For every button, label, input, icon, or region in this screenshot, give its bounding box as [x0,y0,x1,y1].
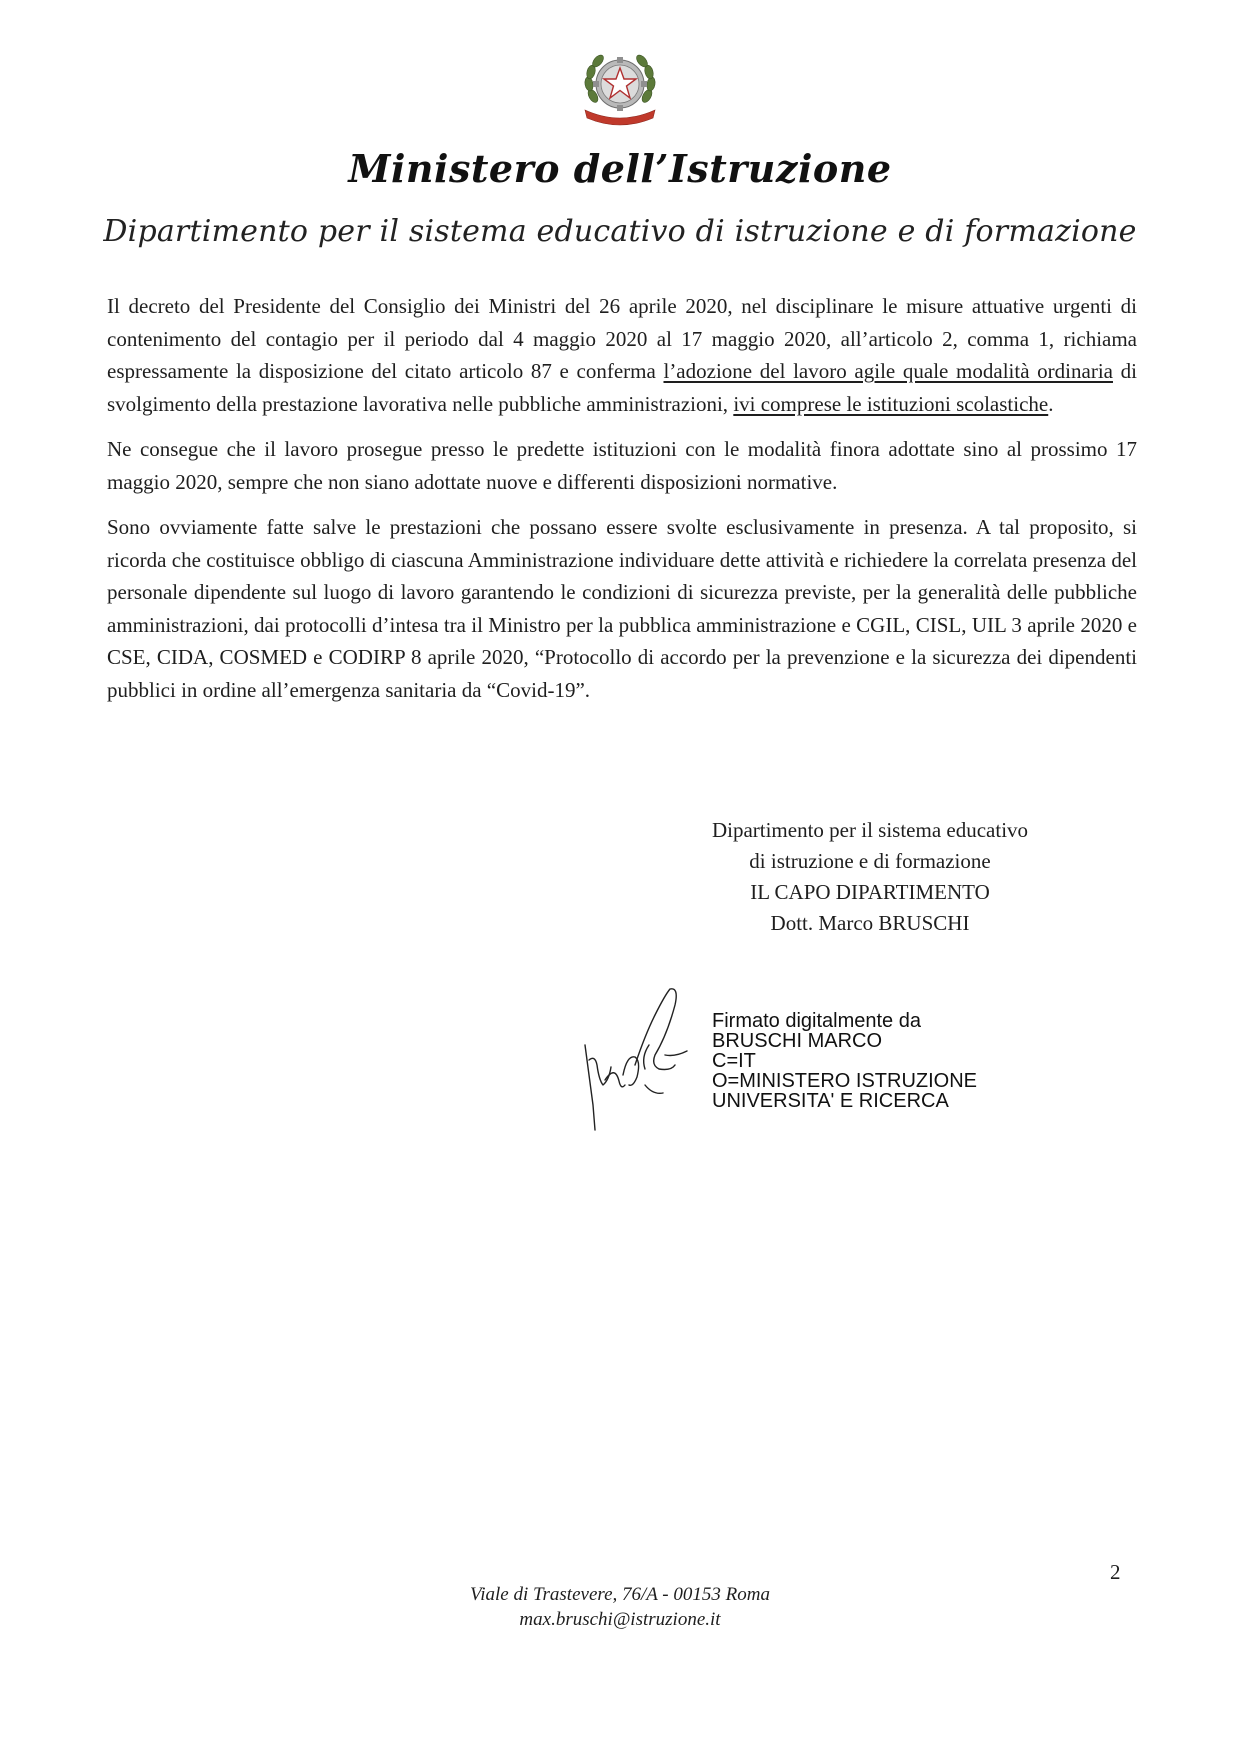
page-footer [0,1582,1240,1632]
signature-name: Dott. Marco BRUSCHI [770,911,970,935]
signature-department-line-2: di istruzione e di formazione [749,849,991,873]
footer-address: Viale di Trastevere, 76/A - 00153 Roma [470,1584,770,1605]
footer-email: max.bruschi@istruzione.it [519,1609,721,1630]
italian-republic-emblem-icon [579,46,661,126]
paragraph-1-text-c: . [1048,391,1054,416]
letter-body [107,290,1137,719]
paragraph-1-text-a: Il decreto del Presidente del Consiglio dei Ministri del 26 aprile 2020, nel disciplinare le misure attuative urgenti di contenimento del contagio per il periodo dal 4 maggio 2020 al 17 maggio 2020, all’articolo 2, comma 1, richiama espressamente la disposizione del citato articolo 87 e conferma [107,294,1137,383]
digital-signature-stamp [712,1011,977,1111]
underlined-phrase-istituzioni: ivi comprese le istituzioni scolastiche [733,391,1049,416]
department-title: Dipartimento per il sistema educativo di istruzione e di formazione [103,214,1137,249]
paragraph-3: Sono ovviamente fatte salve le prestazioni che possano essere svolte esclusivamente in presenza. A tal proposito, si ricorda che costituisce obbligo di ciascuna Amministrazione individuare dette attività e richiedere la correlata presenza del personale dipendente sul luogo di lavoro garantendo le condizioni di sicurezza previste, per la generalità delle pubbliche amministrazioni, dai protocolli d’intesa tra il Ministro per la pubblica amministrazione e CGIL, CISL, UIL 3 aprile 2020 e CSE, CIDA, COSMED e CODIRP 8 aprile 2020, “Protocollo di accordo per la prevenzione e la sicurezza dei dipendenti pubblici in ordine all’emergenza sanitaria da “Covid-19”. [107,515,1137,702]
ministry-title: Ministero dell’Istruzione [348,146,892,191]
page-number: 2 [1110,1560,1121,1584]
digital-signature-organization: O=MINISTERO ISTRUZIONE [712,1070,978,1092]
digital-signature-country: C=IT [712,1050,756,1072]
paragraph-1-text-b: di svolgimento della prestazione lavorativa nelle pubbliche amministrazioni, [107,359,1137,416]
handwritten-signature [575,985,695,1135]
signature-role: IL CAPO DIPARTIMENTO [750,880,990,904]
underlined-phrase-lavoro-agile: l’adozione del lavoro agile quale modalità ordinaria [663,359,1113,383]
signature-block [640,815,1100,939]
digital-signature-organization-2: UNIVERSITA' E RICERCA [712,1090,949,1112]
paragraph-1 [107,290,1137,420]
paragraph-2: Ne consegue che il lavoro prosegue presso le predette istituzioni con le modalità finora adottate sino al prossimo 17 maggio 2020, sempre che non siano adottate nuove e differenti disposizioni normative. [107,437,1137,494]
digital-signature-label: Firmato digitalmente da [712,1010,921,1032]
signature-department-line: Dipartimento per il sistema educativo [711,818,1029,842]
digital-signature-signer: BRUSCHI MARCO [712,1030,883,1052]
